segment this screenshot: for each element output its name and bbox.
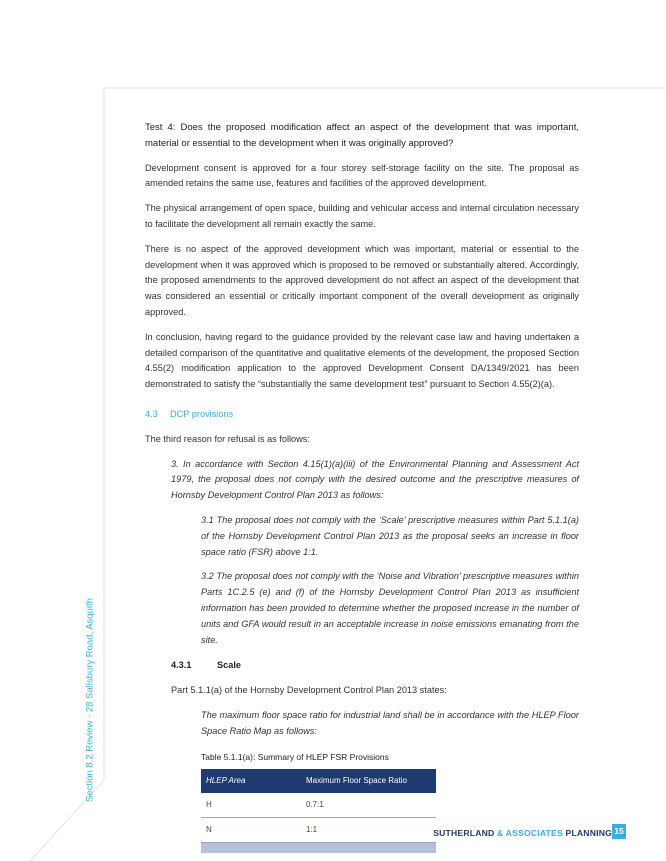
table-header: Maximum Floor Space Ratio	[301, 769, 436, 793]
table-cell: 0.7:1	[301, 793, 436, 817]
table-row	[201, 842, 436, 853]
brand-planning: PLANNING	[565, 828, 612, 838]
table-cell: 1:1	[301, 817, 436, 842]
section-heading	[145, 407, 579, 423]
page-number: 15	[612, 824, 626, 839]
brand-name: SUTHERLAND	[433, 828, 495, 838]
table-cell: N	[201, 817, 301, 842]
table-cell: H	[201, 793, 301, 817]
brand-associates: & ASSOCIATES	[494, 828, 566, 838]
section-number: 4.3	[145, 408, 158, 419]
paragraph: The third reason for refusal is as follows:	[145, 433, 310, 444]
table-row	[201, 793, 436, 817]
table-caption: Table 5.1.1(a): Summary of HLEP FSR Provisions	[201, 751, 389, 762]
side-document-title: Section 8.2 Review - 28 Salisbury Road, Asquith	[84, 598, 96, 802]
subsection-number: 4.3.1	[171, 660, 192, 671]
refusal-reason-3-1: 3.1 The proposal does not comply with the ‘Scale’ prescriptive measures within Part 5.1.1(a) of the Hornsby Development Control Plan 2013 as the proposal seeks an increase in floor space ratio (FSR) above 1:1.	[201, 514, 579, 557]
footer-brand	[433, 828, 612, 838]
paragraph: Part 5.1.1(a) of the Hornsby Development Control Plan 2013 states:	[171, 685, 447, 696]
fsr-table	[201, 769, 436, 852]
test4-heading: Test 4: Does the proposed modification affect an aspect of the development that was important, material or essential to the development when it was originally approved?	[145, 122, 579, 149]
quote: The maximum floor space ratio for industrial land shall be in accordance with the HLEP Floor Space Ratio Map as follows:	[201, 709, 579, 736]
refusal-reason-3: 3. In accordance with Section 4.15(1)(a)(iii) of the Environmental Planning and Assessment Act 1979, the proposal does not comply with the desired outcome and the prescriptive measures of Hornsby Development Control Plan 2013 as follows:	[171, 458, 579, 501]
subsection-title: Scale	[217, 660, 242, 671]
paragraph: There is no aspect of the approved development which was important, material or essential to the development when it was approved which is proposed to be removed or substantially altered. Accordingly, the proposed amendments to the approved development do not affect an aspect of the development that was considered an essential or critically important component of the overall development as originally approved.	[145, 243, 579, 317]
refusal-reason-3-2: 3.2 The proposal does not comply with the ‘Noise and Vibration’ prescriptive measures within Parts 1C.2.5 (e) and (f) of the Hornsby Development Control Plan 2013 as insufficient information has been provided to determine whether the proposed increase in the number of units and GFA would result in an acceptable increase in noise emissions emanating from the site.	[201, 571, 579, 645]
page-content	[145, 120, 579, 853]
section-title: DCP provisions	[170, 408, 234, 419]
table-row	[201, 817, 436, 842]
paragraph: Development consent is approved for a four storey self-storage facility on the site. The proposal as amended retains the same use, features and facilities of the approved development.	[145, 162, 579, 189]
table-header: HLEP Area	[201, 769, 301, 793]
paragraph: In conclusion, having regard to the guidance provided by the relevant case law and having undertaken a detailed comparison of the quantitative and qualitative elements of the development, the proposed Section 4.55(2) modification application to the approved Development Consent DA/1349/2021 has been demonstrated to satisfy the “substantially the same development test” pursuant to Section 4.55(2)(a).	[145, 331, 579, 390]
paragraph: The physical arrangement of open space, building and vehicular access and internal circulation necessary to facilitate the development all remain exactly the same.	[145, 203, 579, 229]
subsection-heading	[171, 658, 579, 674]
